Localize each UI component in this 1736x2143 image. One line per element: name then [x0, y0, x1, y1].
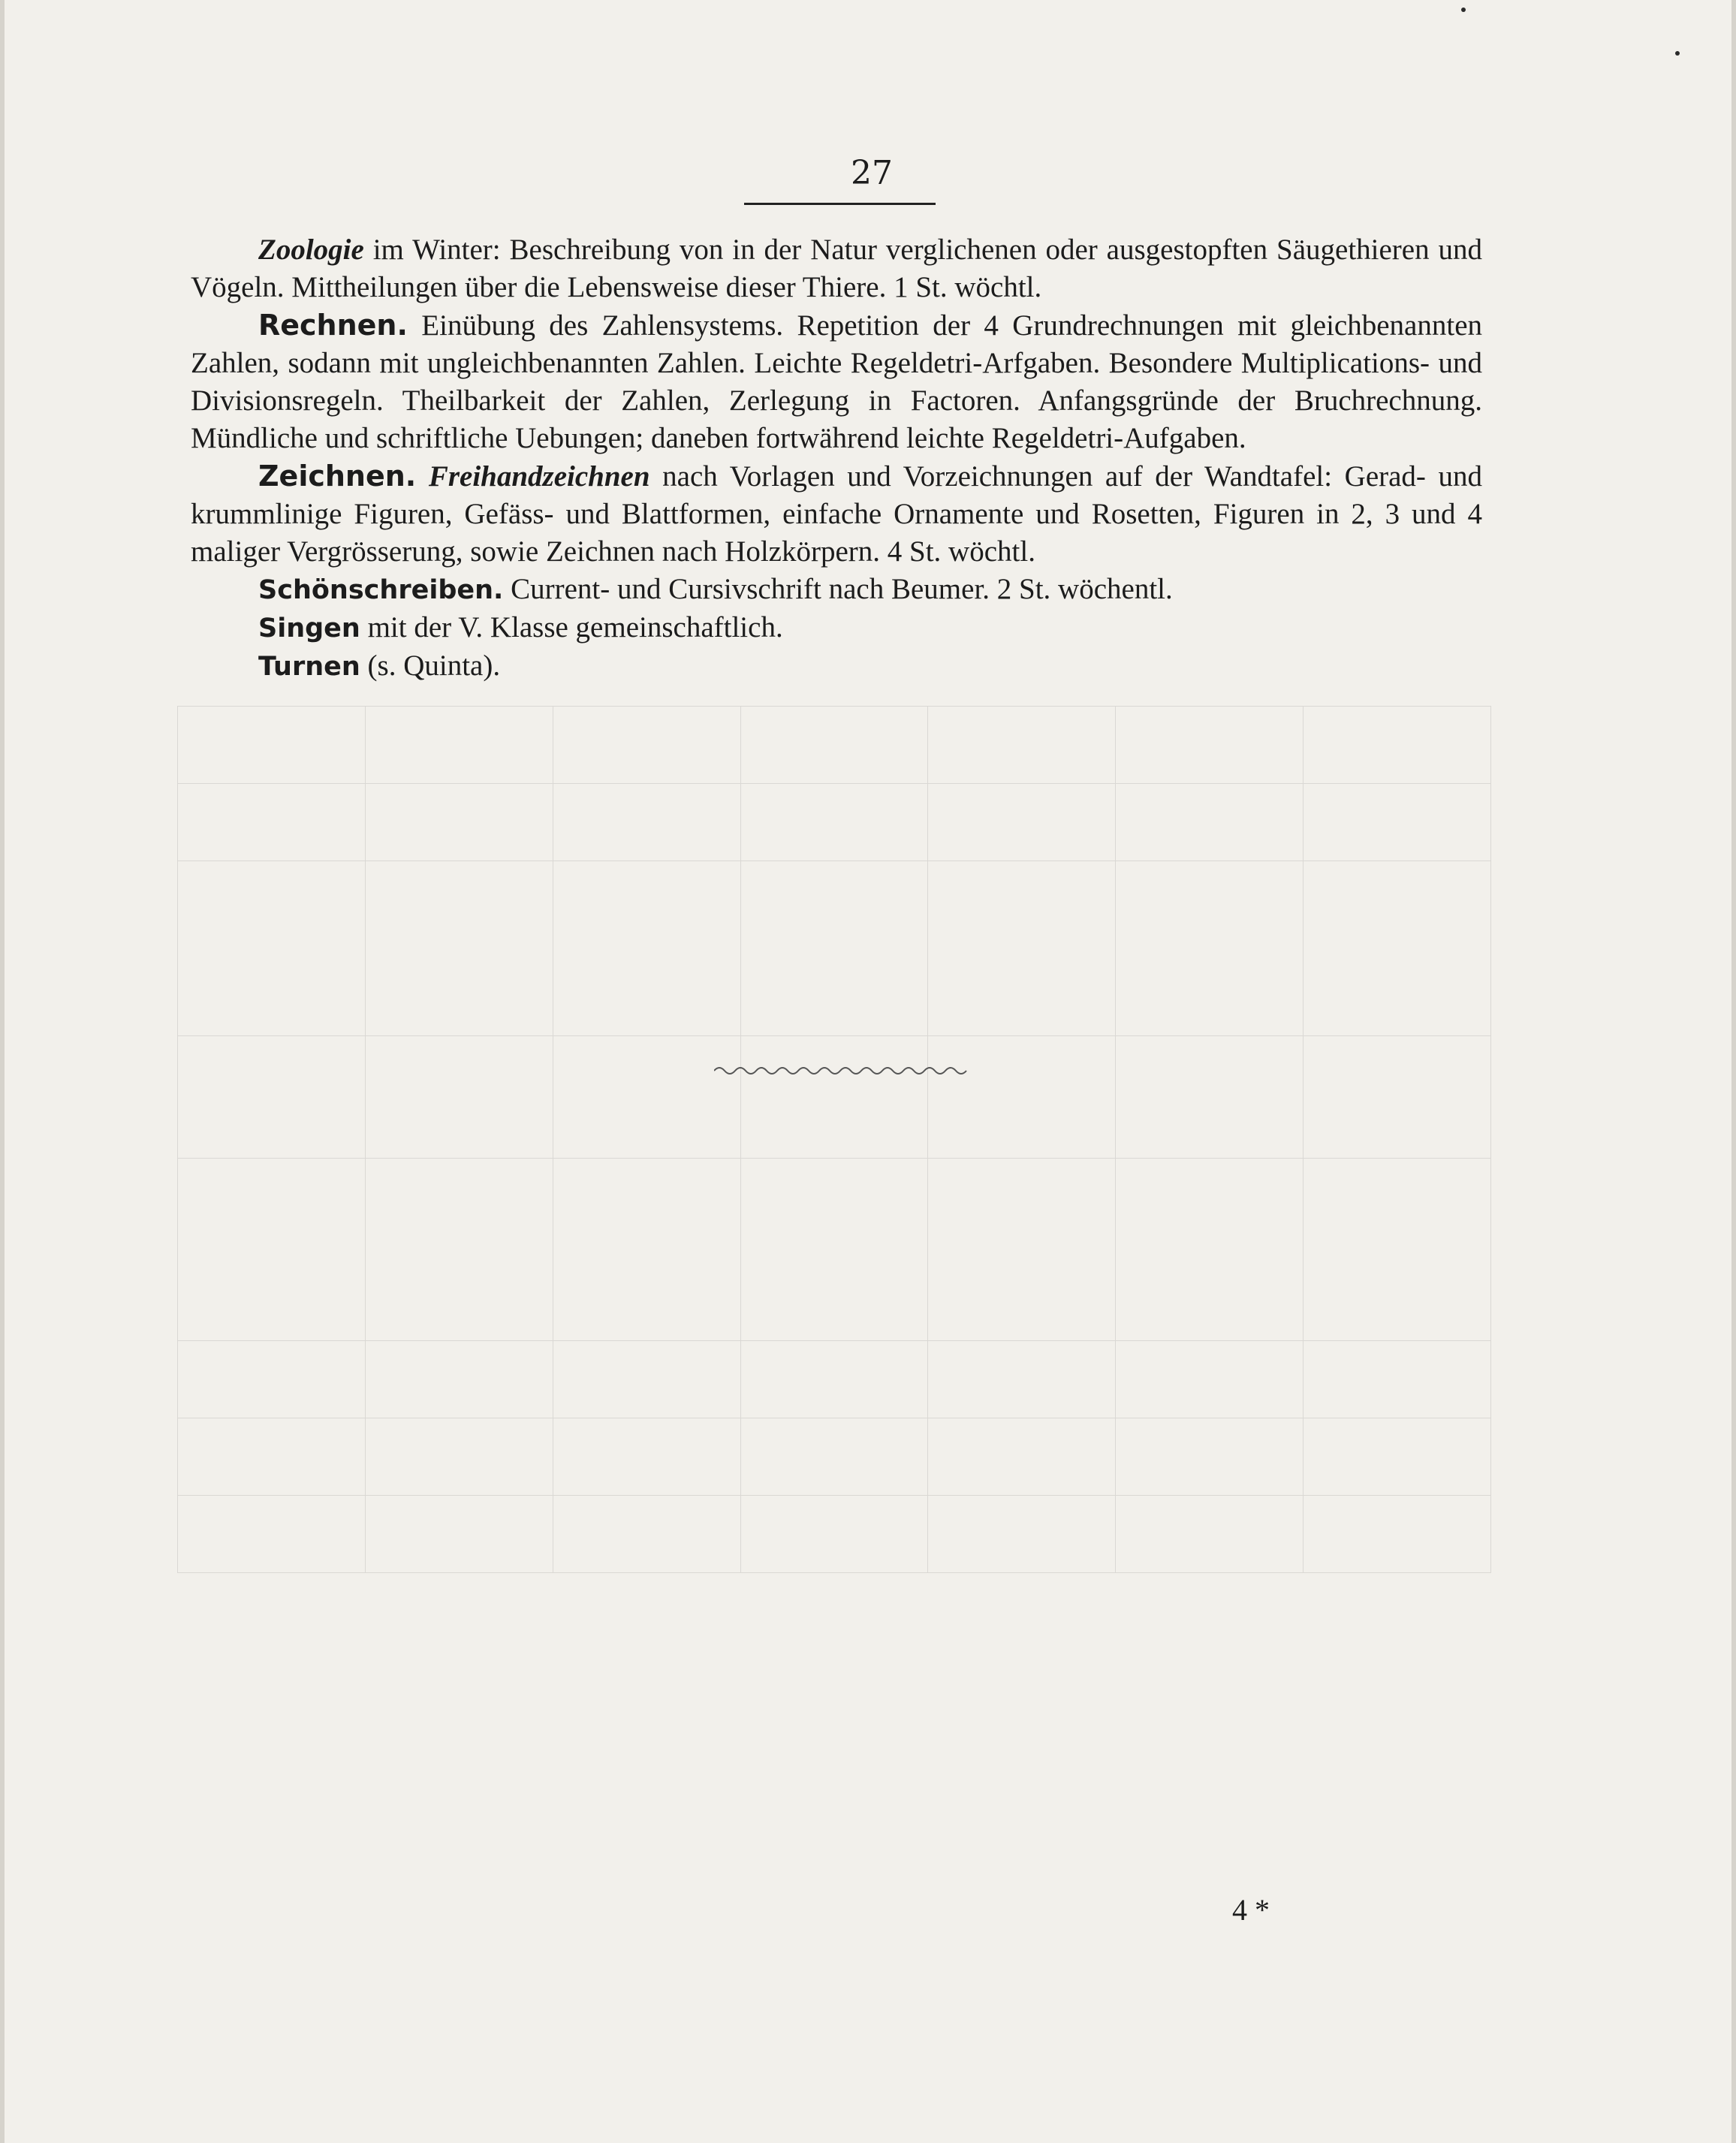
heading-zeichnen: Zeichnen. [258, 460, 417, 493]
header-rule [744, 203, 936, 205]
heading-rechnen: Rechnen. [258, 309, 408, 342]
text-zoologie: im Winter: Beschreibung von in der Natur verglichenen oder ausgestopften Säugethieren und Vögeln. Mittheilungen über die Lebensweise dieser Thiere. 1 St. wöchtl. [191, 234, 1483, 303]
body-text [191, 231, 1482, 686]
signature-mark: 4 * [1232, 1893, 1270, 1927]
heading-turnen: Turnen [258, 652, 360, 682]
text-schoenschreiben: Current- und Cursivschrift nach Beumer. 2 St. wöchentl. [511, 573, 1173, 605]
paragraph-rechnen [191, 306, 1482, 457]
paragraph-schoenschreiben [191, 571, 1482, 609]
page-number: 27 [851, 154, 893, 192]
text-zeichnen: nach Vorlagen und Vorzeichnungen auf der Wandtafel: Gerad- und krummlinige Figuren, Gefäss- und Blattformen, einfache Ornamente und Rosetten, Figuren in 2, 3 und 4 maliger Vergrösserung, sowie Zeichnen nach Holzkörpern. 4 St. wöchtl. [191, 460, 1482, 568]
text-singen: mit der V. Klasse gemeinschaftlich. [367, 611, 783, 644]
label-zoologie: Zoologie [258, 234, 364, 266]
text-rechnen: Einübung des Zahlensystems. Repetition der 4 Grundrechnungen mit gleichbenannten Zahlen, sodann mit ungleichbenannten Zahlen. Leichte Regeldetri-Arfgaben. Besondere Multiplications- und Divisionsregeln. Theilbarkeit der Zahlen, Zerlegung in Factoren. Anfangsgründe der Bruchrechnung. Mündliche und schriftliche Uebungen; daneben fortwährend leichte Regeldetri-Aufgaben. [191, 309, 1483, 454]
paragraph-turnen [191, 647, 1482, 686]
ink-speck [1461, 8, 1466, 12]
heading-schoenschreiben: Schönschreiben. [258, 575, 504, 605]
sublabel-freihandzeichnen: Freihandzeichnen [428, 460, 650, 493]
bleed-through-table [177, 706, 1491, 1757]
heading-singen: Singen [258, 613, 360, 644]
wavy-underline-mark [714, 1065, 973, 1077]
ink-speck [1675, 51, 1680, 56]
paragraph-singen [191, 609, 1482, 647]
paragraph-zeichnen [191, 457, 1482, 571]
text-turnen: (s. Quinta). [367, 650, 501, 682]
paragraph-zoologie [191, 231, 1482, 306]
